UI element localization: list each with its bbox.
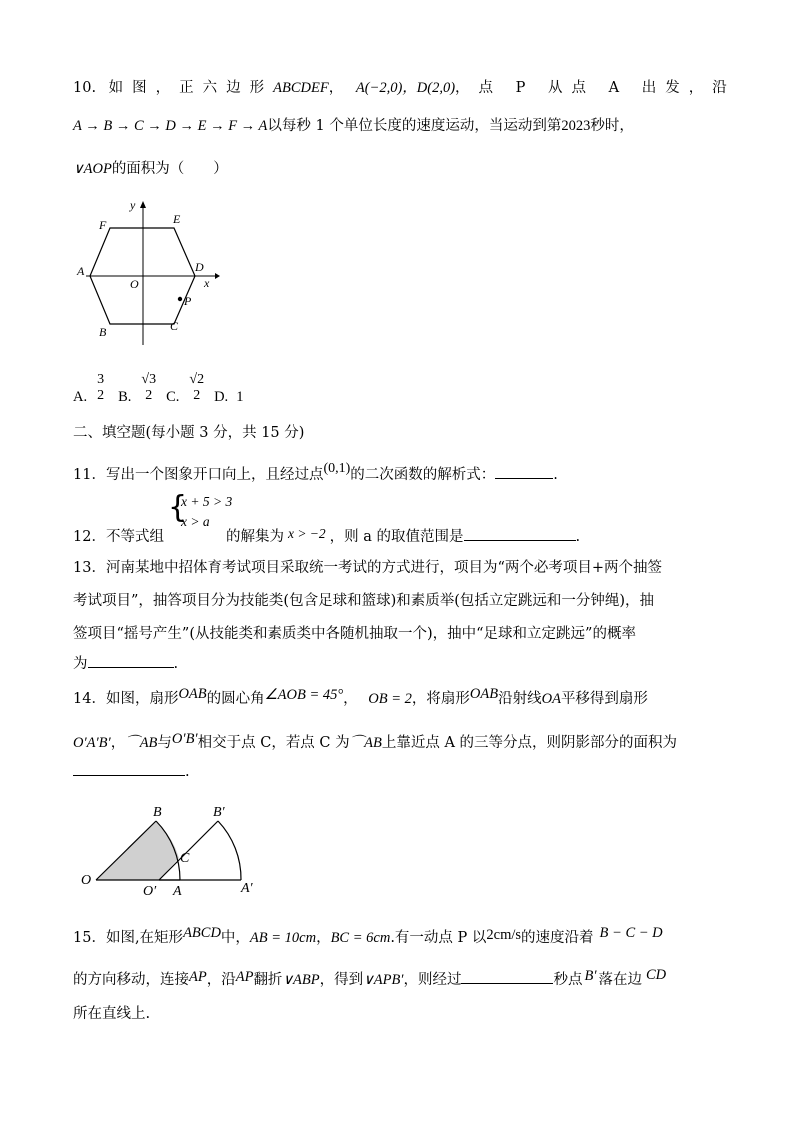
q15-line1	[73, 926, 663, 947]
label-y: y	[130, 198, 136, 212]
label-a: A	[173, 884, 182, 898]
option-b-num: √3	[141, 372, 157, 387]
q14-new-sector: O′A′B′	[73, 735, 111, 751]
option-a-num: 3	[97, 372, 105, 387]
q12-solution: x > −2	[287, 526, 326, 541]
q15-route: B − C − D	[599, 925, 663, 941]
q14-sector-2: OAB	[469, 686, 499, 702]
q14-text-6: 与	[157, 735, 172, 751]
q14-text-3: ，将扇形	[411, 691, 470, 707]
q12-text-3: ，则 a 的取值范围是	[329, 529, 464, 545]
q14-period: .	[185, 764, 190, 780]
q13-line3: 签项目“摇号产生”(从技能类和素质类中各随机抽取一个)，抽中“足球和立定跳远”的概率	[73, 626, 636, 642]
label-f: F	[99, 218, 107, 232]
option-b-den: 2	[145, 388, 153, 403]
q13-period: .	[173, 656, 179, 672]
q12-period: .	[575, 529, 581, 545]
q13-text: 为	[73, 656, 88, 672]
q10-text-2: ，点 P 从点 A 出发，沿	[455, 80, 736, 96]
q12-text-2: 的解集为	[225, 529, 284, 545]
q15-ap: AP	[189, 969, 207, 985]
q12-inequality-2: x > a	[181, 514, 210, 529]
q15-text: 15．如图,在矩形	[73, 930, 184, 946]
q10-points: A(−2,0)，D(2,0)	[355, 80, 456, 96]
q12	[73, 525, 580, 546]
label-d: D	[195, 260, 204, 274]
label-e: E	[173, 212, 181, 226]
label-a-prime: A′	[241, 881, 253, 896]
q15-text-6: ，沿	[206, 972, 236, 988]
arc-a1b1	[218, 821, 241, 880]
q15-text-7: 翻折	[253, 972, 283, 988]
label-a: A	[77, 264, 85, 278]
q10-comma: ，	[328, 80, 344, 96]
q14-arc: ⌒AB	[125, 735, 158, 751]
q10-line1	[73, 76, 736, 97]
q14-ray: OA	[541, 691, 561, 707]
q14-radius: OB = 2	[368, 691, 412, 707]
q13-line2: 考试项目”，抽答项目分为技能类(包含足球和篮球)和素质举(包括立定跳远和一分钟绳)，抽	[73, 593, 655, 609]
q12-answer-blank[interactable]	[464, 540, 576, 541]
q14-comma-2: ，	[110, 735, 126, 751]
shaded-region	[96, 821, 179, 880]
option-c-label: C.	[166, 389, 180, 405]
q11-answer-blank[interactable]	[495, 478, 553, 479]
q15-ab: AB = 10cm	[249, 930, 317, 946]
q10-time: 2023	[561, 118, 591, 134]
y-axis-arrow	[140, 201, 146, 208]
q15-text-4: 的速度沿着	[521, 930, 594, 946]
q14-angle: ∠AOB = 45°	[264, 687, 344, 703]
q11-point: (0,1)	[323, 461, 351, 476]
q14-comma: ，	[343, 691, 358, 707]
q14-line1	[73, 687, 648, 708]
label-o: O	[130, 277, 139, 291]
q15-bc: BC = 6cm	[330, 930, 391, 946]
option-a-label: A.	[73, 389, 88, 405]
point-p-dot	[178, 297, 182, 301]
q14-text: 14．如图，扇形	[73, 691, 179, 707]
q15-text-10: 秒点	[553, 972, 583, 988]
q15-comma: ，	[316, 930, 331, 946]
label-b: B	[153, 805, 162, 820]
q14-segment: O′B′	[171, 731, 198, 747]
q15-rectangle: ABCD	[183, 925, 221, 941]
section-title: 二、填空题(每小题 3 分，共 15 分)	[73, 425, 305, 441]
option-a-fraction	[95, 372, 106, 404]
q15-triangle-abp: ∨ABP	[282, 972, 320, 988]
q13-line4	[73, 652, 178, 673]
q10-line2	[73, 114, 634, 135]
q15-cd: CD	[646, 967, 667, 983]
q15-text-8: ，得到	[319, 972, 364, 988]
option-c-fraction	[187, 372, 206, 404]
label-o-prime: O′	[143, 884, 157, 898]
q10-number: 10.	[73, 80, 97, 96]
q11-text: 11．写出一个图象开口向上，且经过点	[73, 467, 324, 483]
q14-sector: OAB	[178, 686, 207, 702]
hexagon-figure	[70, 195, 230, 355]
q10-text-3: 以每秒 1 个单位长度的速度运动，当运动到第	[267, 118, 562, 134]
q15-text-2: 中，	[220, 930, 250, 946]
q11	[73, 463, 558, 484]
q14-line3	[73, 764, 190, 780]
q14-answer-blank[interactable]	[73, 775, 185, 776]
q14-line2	[73, 731, 677, 752]
label-c: C	[170, 319, 179, 333]
q10-line3	[73, 157, 228, 178]
q10-question: 的面积为（ ）	[111, 161, 228, 177]
q14-text-5: 平移得到扇形	[560, 691, 648, 707]
q15-line3: 所在直线上.	[73, 1006, 151, 1022]
label-o: O	[81, 873, 92, 888]
q12-text: 12．不等式组	[73, 529, 164, 545]
option-b-fraction	[139, 372, 158, 404]
option-d-value: 1	[236, 389, 244, 405]
label-c: C	[180, 851, 190, 866]
q14-arc-2: ⌒AB	[349, 735, 382, 751]
q15-text-5: 的方向移动，连接	[73, 972, 189, 988]
q15-answer-blank[interactable]	[461, 983, 553, 984]
q10-text-4: 秒时，	[590, 118, 634, 134]
q15-line2	[73, 968, 666, 989]
q10-options	[73, 362, 243, 406]
option-b-label: B.	[118, 389, 132, 405]
label-p: P	[184, 294, 192, 308]
q14-text-2: 的圆心角	[206, 691, 265, 707]
q12-inequality-1: x + 5 > 3	[181, 494, 233, 509]
option-a-den: 2	[97, 388, 105, 403]
option-c-den: 2	[193, 388, 201, 403]
option-d-label: D.	[214, 389, 229, 405]
q15-text-9: ，则经过	[403, 972, 462, 988]
label-b: B	[99, 325, 107, 339]
label-x: x	[204, 276, 210, 290]
q11-period: .	[553, 467, 558, 483]
q10-path: A → B → C → D → E → F → A	[73, 118, 268, 134]
q13-answer-blank[interactable]	[88, 667, 174, 668]
q15-ap-2: AP	[235, 969, 254, 985]
q10-hexagon-name: ABCDEF	[273, 80, 329, 96]
q14-text-4: 沿射线	[498, 691, 542, 707]
q14-text-7: 相交于点 C，若点 C 为	[197, 735, 350, 751]
q15-speed: 2cm/s	[486, 927, 522, 943]
q11-text-2: 的二次函数的解析式：	[350, 467, 496, 483]
q15-text-3: .有一动点 P 以	[390, 930, 487, 946]
q15-triangle-apb1: ∨APB′	[363, 972, 404, 988]
option-c-num: √2	[189, 372, 205, 387]
q12-brace: {	[168, 490, 188, 525]
label-b-prime: B′	[213, 805, 225, 820]
x-axis-arrow	[215, 273, 220, 279]
q13-line1: 13．河南某地中招体育考试项目采取统一考试的方式进行，项目为“两个必考项目+两个抽签	[73, 560, 663, 576]
q10-text: 如图，正六边形	[108, 80, 274, 96]
q10-triangle: ∨AOP	[73, 161, 112, 177]
q14-text-8: 上靠近点 A 的三等分点，则阴影部分的面积为	[381, 735, 678, 751]
q15-text-11: 落在边	[598, 972, 643, 988]
sector-figure	[75, 798, 275, 898]
q15-b-prime: B′	[584, 968, 597, 984]
